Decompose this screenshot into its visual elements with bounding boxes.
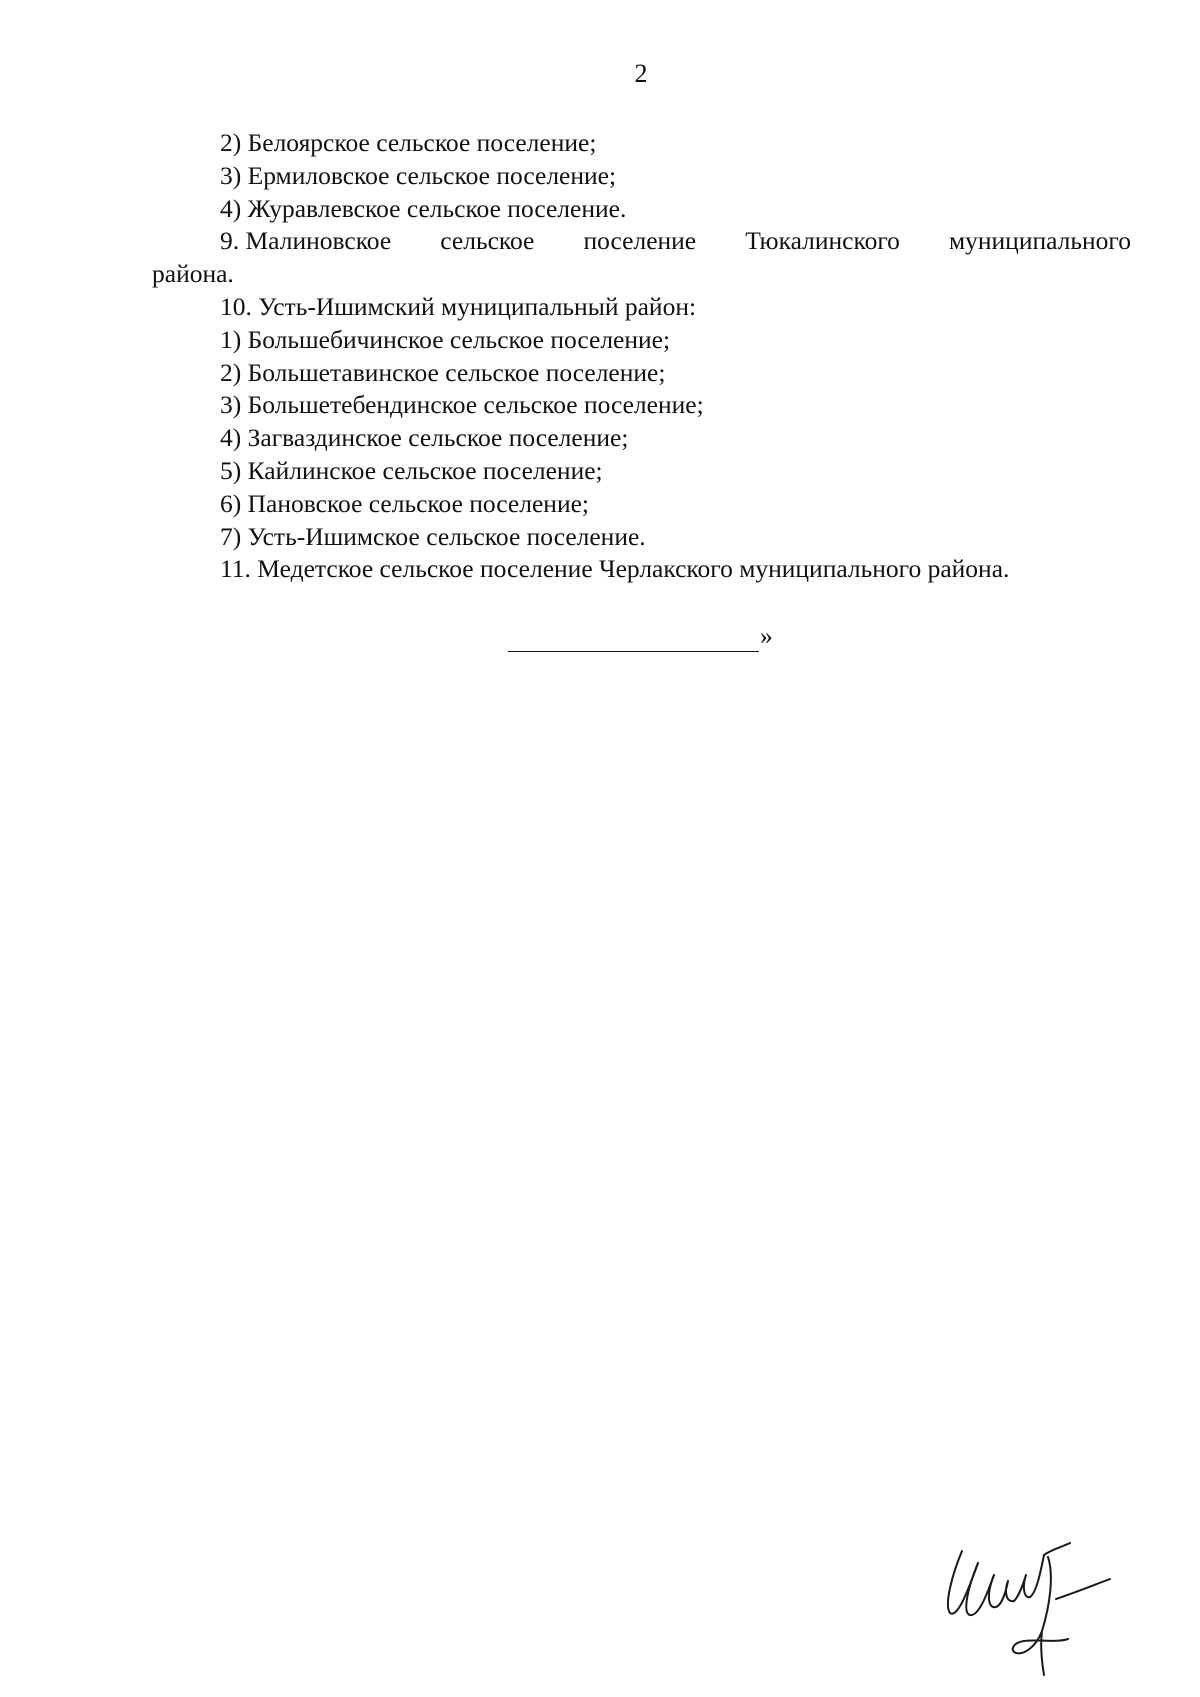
list-item: 11. Медетское сельское поселение Черлакского муниципального района. — [220, 554, 1010, 584]
word: поселение — [583, 226, 697, 256]
list-item-9-continuation: района. — [152, 259, 234, 289]
closing-quote: » — [760, 621, 773, 650]
document-body — [152, 127, 1131, 586]
signature-icon — [944, 1535, 1114, 1685]
list-item: 10. Усть-Ишимский муниципальный район: — [220, 291, 697, 321]
page-number: 2 — [634, 59, 648, 88]
list-item-9 — [152, 225, 1131, 258]
list-item: 3) Ермиловское сельское поселение; — [220, 160, 617, 190]
closing-rule — [508, 620, 773, 652]
list-item: 2) Большетавинское сельское поселение; — [220, 357, 666, 387]
list-item: 3) Большетебендинское сельское поселение; — [220, 390, 704, 420]
word: Тюкалинского — [745, 226, 900, 256]
word: 9. Малиновское — [220, 226, 392, 256]
list-item: 6) Пановское сельское поселение; — [220, 488, 589, 518]
list-item: 2) Белоярское сельское поселение; — [220, 128, 597, 157]
horizontal-rule — [508, 625, 759, 652]
word: сельское — [440, 226, 535, 256]
list-item: 4) Журавлевское сельское поселение. — [220, 193, 627, 223]
word: муниципального — [949, 226, 1131, 256]
list-item: 5) Кайлинское сельское поселение; — [220, 455, 603, 485]
list-item: 4) Загваздинское сельское поселение; — [220, 423, 629, 453]
list-item: 7) Усть-Ишимское сельское поселение. — [220, 521, 646, 551]
list-item: 1) Большебичинское сельское поселение; — [220, 324, 671, 354]
